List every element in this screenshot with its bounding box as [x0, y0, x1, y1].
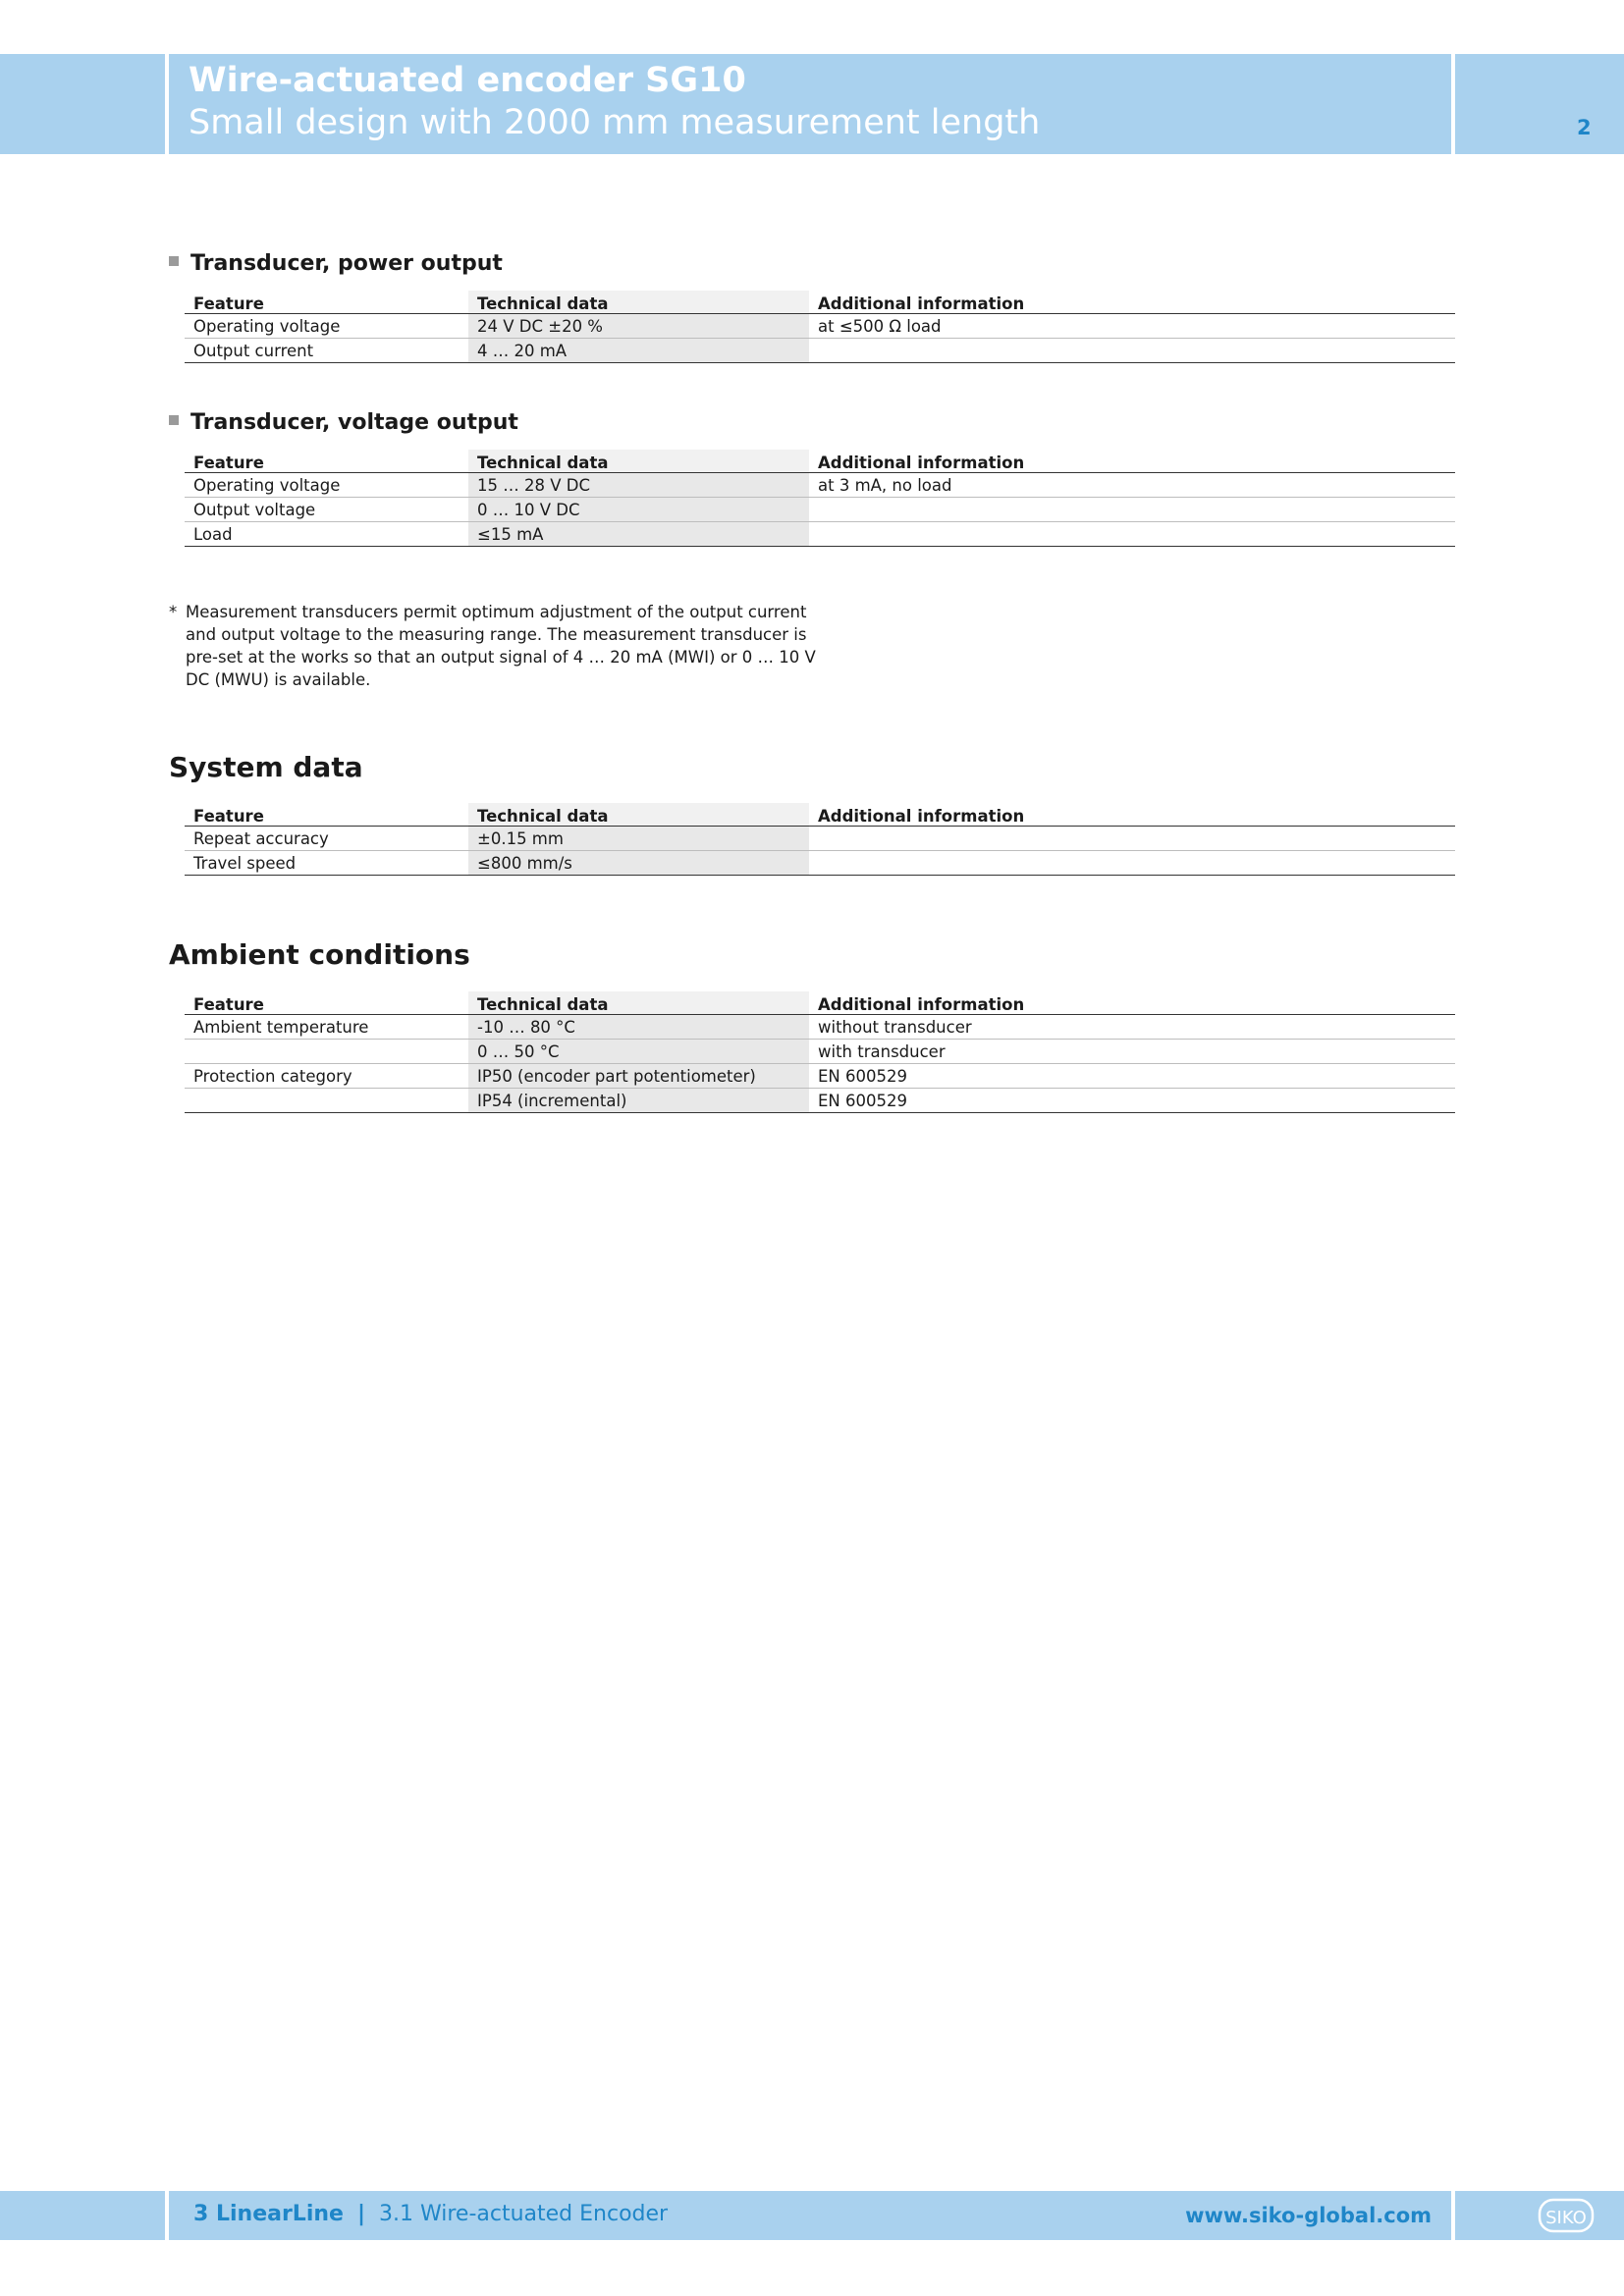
table-cell: Operating voltage [185, 473, 468, 498]
heading-power-output-text: Transducer, power output [190, 251, 503, 276]
table-cell: with transducer [809, 1040, 1455, 1064]
table-cell: Output voltage [185, 498, 468, 522]
table-cell: EN 600529 [809, 1064, 1455, 1089]
table-row [185, 1040, 1455, 1064]
table-power-output [185, 291, 1455, 363]
heading-voltage-output [169, 410, 518, 435]
column-header: Feature [185, 803, 468, 827]
column-header: Additional information [809, 991, 1455, 1015]
table-row [185, 339, 1455, 363]
column-header: Feature [185, 450, 468, 473]
siko-logo-text: SIKO [1545, 2208, 1587, 2228]
column-header: Technical data [468, 803, 809, 827]
table-header-row [185, 450, 1455, 473]
table-row [185, 1064, 1455, 1089]
table-system-data [185, 803, 1455, 876]
footnote-marker: * [169, 603, 178, 621]
table-row [185, 1089, 1455, 1113]
table-row [185, 522, 1455, 547]
table-header-row [185, 991, 1455, 1015]
table-cell [809, 498, 1455, 522]
table-cell: Load [185, 522, 468, 547]
table-cell: 0 … 50 °C [468, 1040, 809, 1064]
table-cell: ≤800 mm/s [468, 851, 809, 876]
footnote [169, 601, 817, 691]
column-header: Additional information [809, 803, 1455, 827]
table-cell: 4 … 20 mA [468, 339, 809, 363]
column-header: Feature [185, 991, 468, 1015]
table-cell: Protection category [185, 1064, 468, 1089]
footer-url[interactable]: www.siko-global.com [1185, 2204, 1432, 2227]
header-band-left [0, 54, 165, 154]
heading-system-data: System data [169, 751, 363, 783]
column-header: Technical data [468, 291, 809, 314]
table-cell: Operating voltage [185, 314, 468, 339]
page-number: 2 [1577, 116, 1592, 139]
table-cell [809, 827, 1455, 851]
footnote-text: Measurement transducers permit optimum adjustment of the output current and output voltage to the measuring range. The measurement transducer is pre-set at the works so that an output signal of 4 … 20 mA (MWI) or 0 … 10 V DC (MWU) is available. [186, 603, 816, 689]
table-row [185, 851, 1455, 876]
footer-chapter [193, 2202, 668, 2226]
table-cell: IP54 (incremental) [468, 1089, 809, 1113]
table-cell [809, 522, 1455, 547]
table-header-row [185, 803, 1455, 827]
column-header: Technical data [468, 991, 809, 1015]
table-cell: ≤15 mA [468, 522, 809, 547]
page-title: Wire-actuated encoder SG10 [189, 61, 746, 100]
square-bullet-icon [169, 256, 179, 266]
table-row [185, 827, 1455, 851]
table-cell: Travel speed [185, 851, 468, 876]
table-cell: ±0.15 mm [468, 827, 809, 851]
table-cell: 15 … 28 V DC [468, 473, 809, 498]
page-subtitle: Small design with 2000 mm measurement length [189, 103, 1041, 142]
table-cell: at 3 mA, no load [809, 473, 1455, 498]
column-header: Additional information [809, 450, 1455, 473]
table-row [185, 1015, 1455, 1040]
table-ambient-conditions [185, 991, 1455, 1113]
table-cell: 24 V DC ±20 % [468, 314, 809, 339]
table-cell [185, 1089, 468, 1113]
table-cell: IP50 (encoder part potentiometer) [468, 1064, 809, 1089]
column-header: Technical data [468, 450, 809, 473]
table-cell: Ambient temperature [185, 1015, 468, 1040]
table-cell: Repeat accuracy [185, 827, 468, 851]
column-header: Feature [185, 291, 468, 314]
footer-section-name: 3.1 Wire-actuated Encoder [379, 2202, 669, 2226]
siko-logo [1538, 2197, 1595, 2234]
table-header-row [185, 291, 1455, 314]
column-header: Additional information [809, 291, 1455, 314]
square-bullet-icon [169, 415, 179, 425]
heading-ambient-conditions: Ambient conditions [169, 938, 470, 971]
table-cell [809, 339, 1455, 363]
table-cell: -10 … 80 °C [468, 1015, 809, 1040]
footer-chapter-name: 3 LinearLine [193, 2202, 344, 2226]
table-row [185, 314, 1455, 339]
table-cell: without transducer [809, 1015, 1455, 1040]
table-row [185, 473, 1455, 498]
footer-band-left [0, 2191, 165, 2240]
heading-voltage-output-text: Transducer, voltage output [190, 410, 518, 435]
table-cell: Output current [185, 339, 468, 363]
table-cell: 0 … 10 V DC [468, 498, 809, 522]
table-cell: EN 600529 [809, 1089, 1455, 1113]
heading-power-output [169, 251, 503, 276]
table-cell: at ≤500 Ω load [809, 314, 1455, 339]
table-cell [809, 851, 1455, 876]
table-row [185, 498, 1455, 522]
footer-separator: | [356, 2202, 365, 2226]
table-voltage-output [185, 450, 1455, 547]
table-cell [185, 1040, 468, 1064]
header-band-right [1455, 54, 1624, 154]
